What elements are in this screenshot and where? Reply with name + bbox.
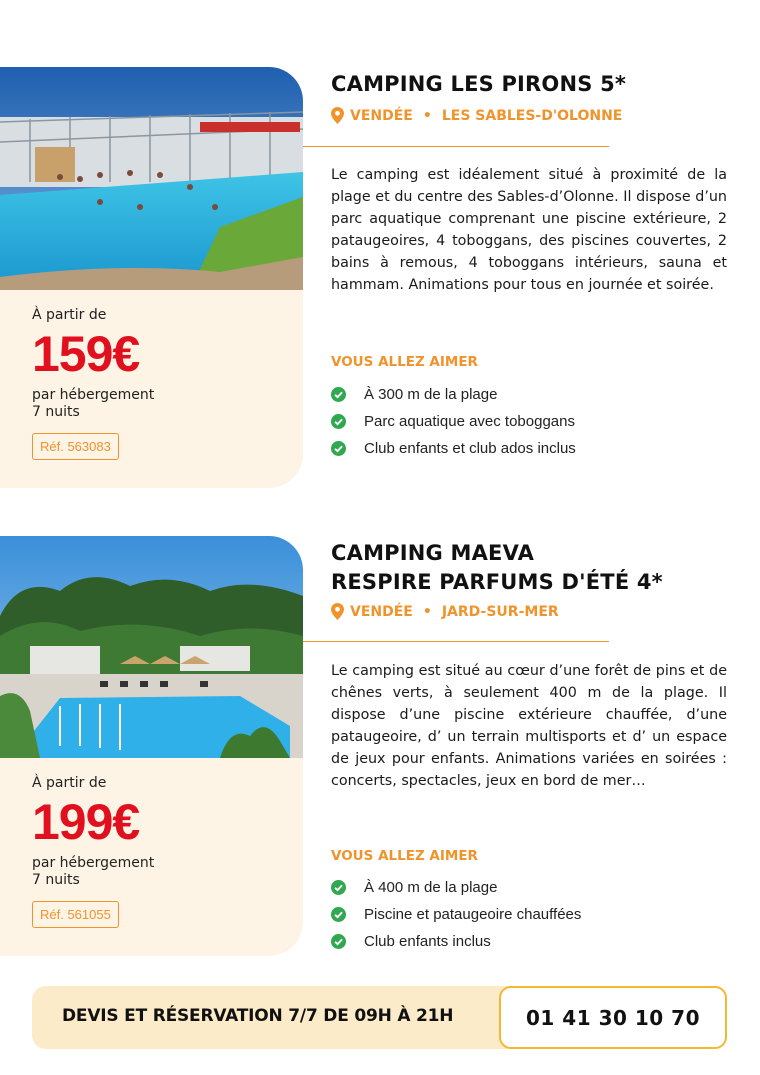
price-value: 159€ <box>32 326 140 382</box>
feature-label: Club enfants inclus <box>364 933 491 950</box>
location-line <box>331 603 559 620</box>
feature-label: Piscine et pataugeoire chauffées <box>364 906 582 923</box>
check-circle-icon <box>331 441 346 456</box>
price-block <box>32 775 154 928</box>
per-label <box>32 387 154 421</box>
feature-item <box>331 408 576 435</box>
check-circle-icon <box>331 414 346 429</box>
title-line: CAMPING LES PIRONS 5* <box>331 72 627 96</box>
check-circle-icon <box>331 907 346 922</box>
booking-hours-text: DEVIS ET RÉSERVATION 7/7 DE 09H À 21H <box>62 1006 454 1026</box>
nights-label: 7 nuits <box>32 872 80 888</box>
offer-description: Le camping est idéalement situé à proximité de la plage et du centre des Sables-d’Olonne. Il dispose d’un parc aquatique comprenant une piscine extérieure, 2 pataugeoires, 4 toboggans, des piscines couvertes, 2 bains à remous, 4 toboggans intérieurs, sauna et hammam. Animations pour tous en journée et soirée. <box>331 167 727 293</box>
separator-dot: • <box>422 107 432 124</box>
per-accommodation: par hébergement <box>32 855 155 871</box>
per-label <box>32 855 154 889</box>
reference-badge: Réf. 563083 <box>32 433 119 460</box>
feature-item <box>331 381 576 408</box>
feature-label: Parc aquatique avec toboggans <box>364 413 575 430</box>
from-label: À partir de <box>32 775 107 791</box>
feature-label: À 300 m de la plage <box>364 386 498 403</box>
region-label: VENDÉE <box>350 107 413 124</box>
map-pin-icon <box>331 107 344 124</box>
booking-banner <box>32 986 727 1049</box>
phone-number-button[interactable]: 01 41 30 10 70 <box>499 986 727 1049</box>
feature-item <box>331 435 576 462</box>
feature-item <box>331 901 581 928</box>
feature-list <box>331 381 576 462</box>
feature-item <box>331 874 581 901</box>
city-label: LES SABLES-D'OLONNE <box>441 107 623 124</box>
feature-item <box>331 928 581 955</box>
price-value: 199€ <box>32 794 140 850</box>
city-label: JARD-SUR-MER <box>441 603 559 620</box>
price-block <box>32 307 154 460</box>
nights-label: 7 nuits <box>32 404 80 420</box>
title-line: RESPIRE PARFUMS D'ÉTÉ 4* <box>331 570 663 594</box>
map-pin-icon <box>331 603 344 620</box>
location-line <box>331 107 622 124</box>
check-circle-icon <box>331 934 346 949</box>
love-heading: VOUS ALLEZ AIMER <box>331 354 478 370</box>
separator-dot: • <box>422 603 432 620</box>
feature-label: Club enfants et club ados inclus <box>364 440 576 457</box>
region-label: VENDÉE <box>350 603 413 620</box>
from-label: À partir de <box>32 307 107 323</box>
offer-title <box>331 539 663 597</box>
feature-list <box>331 874 581 955</box>
divider <box>303 146 609 147</box>
check-circle-icon <box>331 387 346 402</box>
divider <box>303 641 609 642</box>
reference-badge: Réf. 561055 <box>32 901 119 928</box>
feature-label: À 400 m de la plage <box>364 879 498 896</box>
offer-title <box>331 70 626 99</box>
per-accommodation: par hébergement <box>32 387 155 403</box>
pool-photo[interactable] <box>0 67 303 290</box>
pool-photo[interactable] <box>0 536 303 758</box>
offer-description: Le camping est situé au cœur d’une forêt de pins et de chênes verts, à seulement 400 m de la plage. Il dispose d’une piscine extérieure chauffée, d’une pataugeoire, d’ un terrain multisports et d’ un espace de jeux pour enfants. Animations variées en soirées : concerts, spectacles, jeux en bord de mer… <box>331 663 727 789</box>
check-circle-icon <box>331 880 346 895</box>
title-line: CAMPING MAEVA <box>331 541 535 565</box>
love-heading: VOUS ALLEZ AIMER <box>331 848 478 864</box>
